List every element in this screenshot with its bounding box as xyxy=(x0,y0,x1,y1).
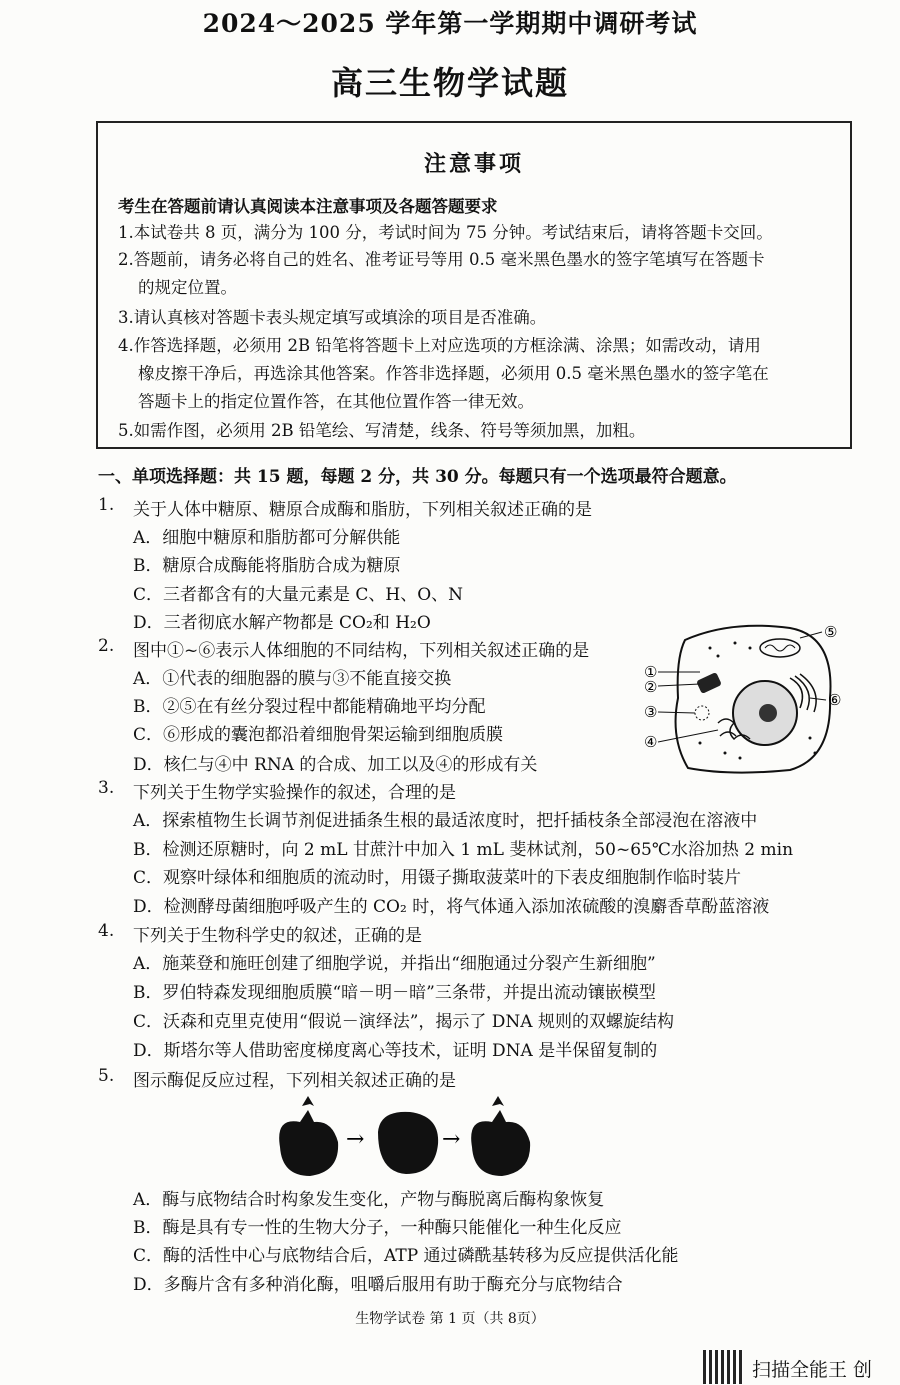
notice-box xyxy=(96,121,852,449)
notice-line: 1.本试卷共 8 页，满分为 100 分，考试时间为 75 分钟。考试结束后，请将答题卡交回。 xyxy=(118,223,773,242)
qr-code-icon xyxy=(703,1350,743,1384)
question-number: 2. xyxy=(98,636,115,656)
label-1: ① xyxy=(644,663,658,681)
scanner-watermark: 扫描全能王 创 xyxy=(752,1359,873,1381)
option-d: D．检测酵母菌细胞呼吸产生的 CO₂ 时，将气体通入添加浓硫酸的溴麝香草酚蓝溶液 xyxy=(133,897,770,917)
nucleolus xyxy=(759,704,777,722)
question-number: 3. xyxy=(98,778,115,798)
option-b: B．②⑤在有丝分裂过程中都能精确地平均分配 xyxy=(133,697,486,717)
cell-diagram xyxy=(640,618,845,778)
notice-line: 答题卡上的指定位置作答，在其他位置作答一律无效。 xyxy=(138,392,534,411)
option-c: C．沃森和克里克使用“假说－演绎法”，揭示了 DNA 规则的双螺旋结构 xyxy=(133,1012,674,1032)
label-line xyxy=(658,712,695,713)
question-stem: 图示酶促反应过程，下列相关叙述正确的是 xyxy=(133,1071,456,1091)
label-5: ⑤ xyxy=(824,623,838,641)
question-number: 4. xyxy=(98,921,115,941)
page-footer: 生物学试卷 第 1 页（共 8页） xyxy=(355,1311,545,1327)
option-a: A．探索植物生长调节剂促进插条生根的最适浓度时，把扦插枝条全部浸泡在溶液中 xyxy=(133,811,758,831)
question-stem: 下列关于生物学实验操作的叙述，合理的是 xyxy=(133,783,456,803)
option-d: D．核仁与④中 RNA 的合成、加工以及④的形成有关 xyxy=(133,755,538,775)
notice-line: 4.作答选择题，必须用 2B 铅笔将答题卡上对应选项的方框涂满、涂黑；如需改动，请用 xyxy=(118,336,761,355)
section-heading: 一、单项选择题：共 15 题，每题 2 分，共 30 分。每题只有一个选项最符合题意。 xyxy=(98,467,737,487)
notice-line: 2.答题前，请务必将自己的姓名、准考证号等用 0.5 毫米黑色墨水的签字笔填写在答题卡 xyxy=(118,250,765,269)
mitochondrion-cristae xyxy=(765,645,795,651)
option-c: C．三者都含有的大量元素是 C、H、O、N xyxy=(133,585,464,605)
option-d: D．三者彻底水解产物都是 CO₂和 H₂O xyxy=(133,613,431,633)
option-a: A．细胞中糖原和脂肪都可分解供能 xyxy=(133,528,401,548)
question-stem: 下列关于生物科学史的叙述，正确的是 xyxy=(133,926,422,946)
paper-title: 高三生物学试题 xyxy=(330,64,569,102)
notice-subtitle: 考生在答题前请认真阅读本注意事项及各题答题要求 xyxy=(118,197,498,216)
notice-line: 3.请认真核对答题卡表头规定填写或填涂的项目是否准确。 xyxy=(118,308,547,327)
label-line xyxy=(658,684,700,686)
centriole xyxy=(696,672,722,694)
question-stem: 关于人体中糖原、糖原合成酶和脂肪，下列相关叙述正确的是 xyxy=(133,500,592,520)
vesicle xyxy=(695,706,709,720)
option-c: C．酶的活性中心与底物结合后，ATP 通过磷酰基转移为反应提供活化能 xyxy=(133,1246,679,1266)
option-b: B．糖原合成酶能将脂肪合成为糖原 xyxy=(133,556,401,576)
enzyme-complex xyxy=(378,1112,438,1174)
label-2: ② xyxy=(644,678,658,696)
arrow-1: → xyxy=(346,1127,365,1152)
label-3: ③ xyxy=(644,703,658,721)
notice-line: 的规定位置。 xyxy=(138,278,237,297)
option-a: A．施莱登和施旺创建了细胞学说，并指出“细胞通过分裂产生新细胞” xyxy=(133,954,656,974)
option-b: B．检测还原糖时，向 2 mL 甘蔗汁中加入 1 mL 斐林试剂，50~65℃水浴加热 2 min xyxy=(133,840,794,860)
question-number: 5. xyxy=(98,1066,115,1086)
enzyme-substrate-1 xyxy=(279,1110,338,1176)
notice-title: 注意事项 xyxy=(423,151,524,177)
product xyxy=(492,1096,504,1106)
option-c: C．⑥形成的囊泡都沿着细胞骨架运输到细胞质膜 xyxy=(133,725,504,745)
mitochondrion xyxy=(760,639,800,657)
substrate-1 xyxy=(302,1096,314,1106)
option-d: D．斯塔尔等人借助密度梯度离心等技术，证明 DNA 是半保留复制的 xyxy=(133,1041,658,1061)
option-b: B．酶是具有专一性的生物大分子，一种酶只能催化一种生化反应 xyxy=(133,1218,622,1238)
label-line xyxy=(658,730,718,742)
enzyme-product xyxy=(471,1110,530,1176)
label-4: ④ xyxy=(644,733,658,751)
enzyme-diagram xyxy=(270,1092,540,1180)
option-b: B．罗伯特森发现细胞质膜“暗－明－暗”三条带，并提出流动镶嵌模型 xyxy=(133,983,656,1003)
exam-title: 2024～2025 学年第一学期期中调研考试 xyxy=(202,9,698,38)
label-line xyxy=(810,698,826,700)
label-6: ⑥ xyxy=(828,691,842,709)
question-number: 1. xyxy=(98,495,115,515)
notice-line: 橡皮擦干净后，再选涂其他答案。作答非选择题，必须用 0.5 毫米黑色墨水的签字笔在 xyxy=(138,364,769,383)
option-d: D．多酶片含有多种消化酶，咀嚼后服用有助于酶充分与底物结合 xyxy=(133,1275,623,1295)
option-a: A．酶与底物结合时构象发生变化，产物与酶脱离后酶构象恢复 xyxy=(133,1190,605,1210)
notice-line: 5.如需作图，必须用 2B 铅笔绘、写清楚，线条、符号等须加黑，加粗。 xyxy=(118,421,646,440)
option-a: A．①代表的细胞器的膜与③不能直接交换 xyxy=(133,669,452,689)
question-stem: 图中①~⑥表示人体细胞的不同结构，下列相关叙述正确的是 xyxy=(133,641,590,661)
option-c: C．观察叶绿体和细胞质的流动时，用镊子撕取菠菜叶的下表皮细胞制作临时装片 xyxy=(133,868,742,888)
arrow-2: → xyxy=(442,1127,461,1152)
